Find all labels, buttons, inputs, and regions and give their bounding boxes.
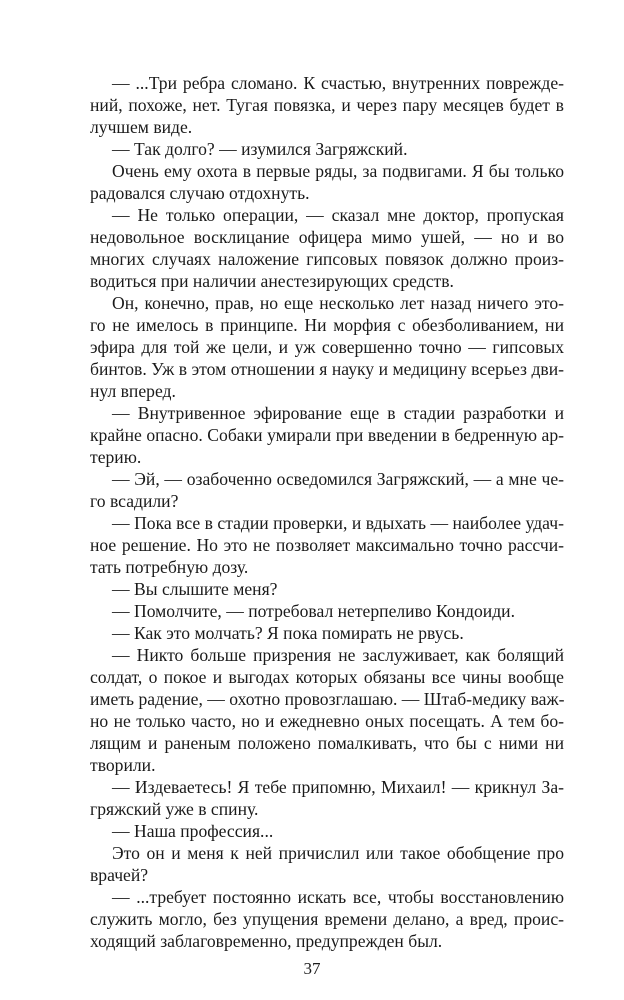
text-line: — Эй, — озабоченно осведомился Загряжский, — а мне че- — [112, 469, 564, 489]
text-line: — ...Три ребра сломано. К счастью, внутренних поврежде- — [112, 73, 564, 93]
text-line: тать потребную дозу. — [90, 557, 249, 577]
text-line: — Помолчите, — потребовал нетерпеливо Кондоиди. — [112, 601, 515, 621]
text-line: но не только часто, но и ежедневно оных посещать. А тем бо- — [90, 711, 564, 731]
text-line: — Наша профессия... — [112, 821, 274, 841]
text-line: эфира для той же цели, и уж совершенно точно — гипсовых — [90, 337, 564, 357]
text-line: лящим и раненым положено помалкивать, что бы с ними ни — [90, 733, 564, 753]
text-line: — Как это молчать? Я пока помирать не рвусь. — [112, 623, 464, 643]
text-line: бинтов. Уж в этом отношении я науку и медицину всерьез дви- — [90, 359, 564, 379]
text-line: врачей? — [90, 865, 149, 885]
text-line: многих случаях наложение гипсовых повязок должно произ- — [90, 249, 564, 269]
text-line: — Никто больше призрения не заслуживает, как болящий — [112, 645, 564, 665]
text-line: нул вперед. — [90, 381, 176, 401]
text-line: недовольное восклицание офицера мимо ушей, — но и во — [90, 227, 564, 247]
text-line: иметь радение, — охотно провозглашаю. — Штаб-медику важ- — [90, 689, 565, 709]
text-line: ное решение. Но это не позволяет максимально точно рассчи- — [90, 535, 564, 555]
text-line: — Пока все в стадии проверки, и вдыхать — наиболее удач- — [112, 513, 564, 533]
text-line: лучшем виде. — [90, 117, 193, 137]
text-line: ходящий заблаговременно, предупрежден был. — [90, 931, 443, 951]
text-line: солдат, о покое и выгодах которых обязаны все чины вообще — [90, 667, 564, 687]
text-line: Он, конечно, прав, но еще несколько лет назад ничего это- — [112, 293, 564, 313]
text-line: — Не только операции, — сказал мне доктор, пропуская — [112, 205, 564, 225]
text-line: ний, похоже, нет. Тугая повязка, и через пару месяцев будет в — [90, 95, 564, 115]
text-line: Это он и меня к ней причислил или такое обобщение про — [112, 843, 564, 863]
text-line: — ...требует постоянно искать все, чтобы восстановлению — [112, 887, 564, 907]
text-line: служить могло, без упущения времени делано, а вред, проис- — [90, 909, 564, 929]
text-line: го всадили? — [90, 491, 179, 511]
text-line: крайне опасно. Собаки умирали при введении в бедренную ар- — [90, 425, 564, 445]
text-line: радовался случаю отдохнуть. — [90, 183, 310, 203]
page-number: 37 — [303, 959, 321, 978]
text-line: водиться при наличии анестезирующих средств. — [90, 271, 454, 291]
text-line: го не имелось в принципе. Ни морфия с обезболиванием, ни — [90, 315, 564, 335]
text-line: Очень ему охота в первые ряды, за подвигами. Я бы только — [112, 161, 564, 181]
text-line: — Так долго? — изумился Загряжский. — [112, 139, 408, 159]
text-line: терию. — [90, 447, 142, 467]
text-line: — Внутривенное эфирование еще в стадии разработки и — [112, 403, 564, 423]
text-line: — Издеваетесь! Я тебе припомню, Михаил! — крикнул За- — [112, 777, 564, 797]
text-line: творили. — [90, 755, 156, 775]
text-line: — Вы слышите меня? — [112, 579, 278, 599]
text-line: гряжский уже в спину. — [90, 799, 259, 819]
